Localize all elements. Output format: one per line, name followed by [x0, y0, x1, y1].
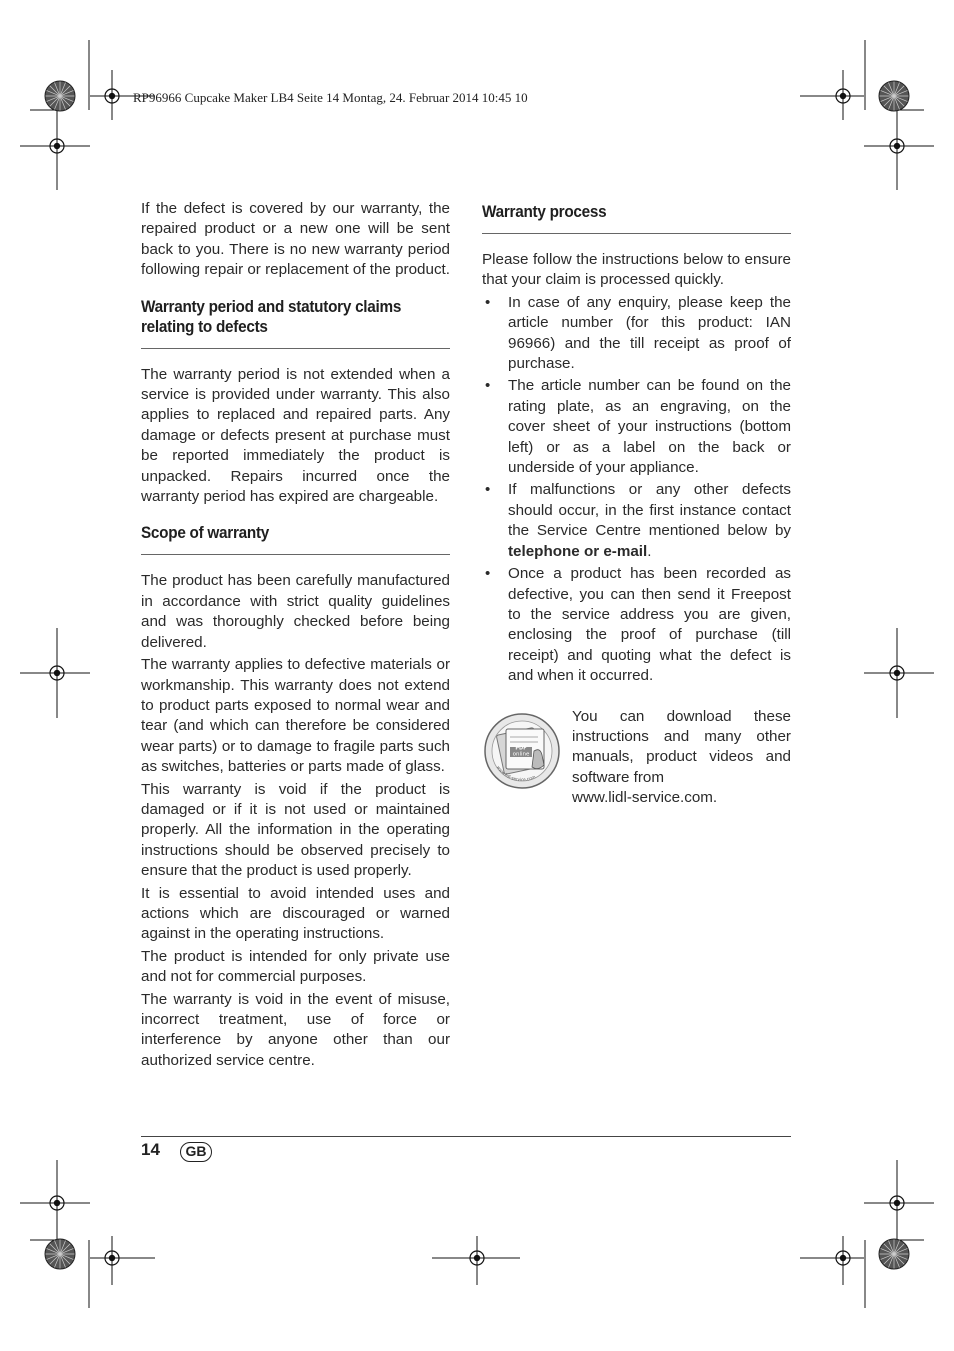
list-item-text: The article number can be found on the rating plate, as an engraving, on the cover sheet of your instructions (bottom left) or as a label on the back or underside of your appliance. [508, 377, 791, 477]
language-badge: GB [180, 1142, 212, 1162]
process-heading-rule [482, 233, 791, 234]
list-item [482, 293, 791, 375]
left-column [141, 199, 450, 1073]
contact-method: telephone or e-mail [508, 542, 648, 560]
download-info [482, 707, 791, 807]
period-heading: Warranty period and statutory claims relating to defects [141, 296, 402, 336]
process-list [482, 293, 791, 687]
bullet: • [485, 565, 491, 583]
process-intro: Please follow the instructions below to ensure that your claim is processed quickly. [482, 251, 791, 289]
right-column [482, 199, 791, 807]
bullet: • [485, 481, 491, 499]
list-item-text: Once a product has been recorded as defective, you can then send it Freepost to the service address you are given, enclosing the proof of purchase (till receipt) and quoting what the defect is and when it occurred. [508, 565, 791, 685]
scope-paragraph: It is essential to avoid intended uses and actions which are discouraged or warned against in the operating instructions. [141, 884, 450, 943]
list-item [482, 564, 791, 686]
period-paragraph: The warranty period is not extended when a service is provided under warranty. This also applies to replaced and repaired parts. Any damage or defects present at purchase must be reported immediately the product is unpacked. Repairs incurred once the warranty period has expired are chargeable. [141, 365, 450, 506]
logo-online-text: online [512, 751, 530, 758]
list-item-text: If malfunctions or any other defects should occur, in the first instance contact the Service Centre mentioned below by [508, 481, 791, 540]
download-url[interactable]: www.lidl-service.com. [572, 789, 718, 807]
page-number: 14 [141, 1140, 160, 1159]
logo-pdf-text: PDF [515, 745, 527, 752]
list-item [482, 376, 791, 478]
scope-heading-rule [141, 554, 450, 555]
print-header: RP96966 Cupcake Maker LB4 Seite 14 Montag, 24. Februar 2014 10:45 10 [133, 90, 528, 105]
list-item-text: In case of any enquiry, please keep the article number (for this product: IAN 96966) and the till receipt as proof of purchase. [508, 293, 791, 373]
scope-paragraph: The product is intended for only private use and not for commercial purposes. [141, 947, 450, 986]
list-item-end: . [647, 542, 652, 560]
bullet: • [485, 377, 491, 395]
logo-ring-text: www.lidl-service.com [495, 764, 537, 782]
footer-rule [141, 1136, 791, 1137]
scope-heading: Scope of warranty [141, 523, 270, 543]
scope-paragraph: This warranty is void if the product is damaged or if it is not used or maintained properly. All the information in the operating instructions should be observed precisely to ensure that the product is used properly. [141, 780, 450, 880]
period-heading-rule [141, 348, 450, 349]
lidl-service-logo-icon [482, 711, 562, 791]
scope-paragraph: The warranty is void in the event of misuse, incorrect treatment, use of force or interference by anyone other than our authorized service centre. [141, 990, 450, 1069]
download-text-block [572, 707, 791, 809]
scope-paragraph: The product has been carefully manufactured in accordance with strict quality guidelines and was thoroughly checked before being delivered. [141, 572, 450, 651]
intro-paragraph: If the defect is covered by our warranty, the repaired product or a new one will be sent back to you. There is no new warranty period following repair or replacement of the product. [141, 200, 450, 279]
list-item [482, 480, 791, 562]
bullet: • [485, 293, 491, 311]
process-heading: Warranty process [482, 202, 607, 221]
download-text: You can download these instructions and many other manuals, product videos and software from [572, 707, 791, 786]
scope-paragraph: The warranty applies to defective materials or workmanship. This warranty does not extend to product parts exposed to normal wear and tear (and which can therefore be considered wear parts) or to damage to fragile parts such as switches, batteries or parts made of glass. [141, 656, 450, 776]
